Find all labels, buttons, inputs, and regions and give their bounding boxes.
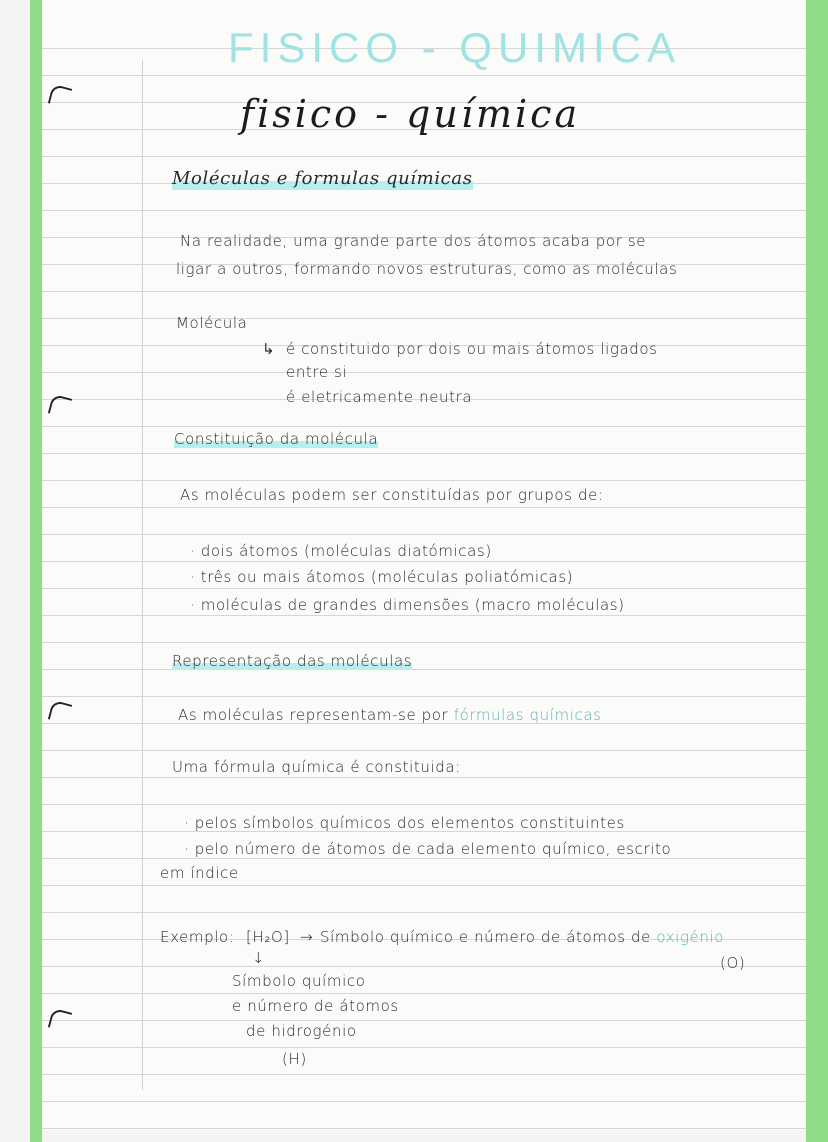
- list-item: · três ou mais átomos (moléculas poliatómicas): [190, 568, 574, 586]
- list-item-cont: em índice: [160, 864, 239, 882]
- representacao-text-main: As moléculas representam-se por: [178, 706, 449, 724]
- list-item: · pelo número de átomos de cada elemento químico, escrito: [184, 840, 672, 858]
- section-heading: Moléculas e formulas químicas: [172, 168, 473, 189]
- exemplo-below: e número de átomos: [232, 997, 399, 1015]
- margin-line: [142, 60, 143, 1090]
- molecula-item: é constituido por dois ou mais átomos ligados: [286, 340, 658, 358]
- paragraph-line: ligar a outros, formando novos estruturas, como as moléculas: [176, 260, 678, 278]
- molecula-item: é eletricamente neutra: [286, 388, 473, 406]
- list-item: · pelos símbolos químicos dos elementos constituintes: [184, 814, 625, 832]
- representacao-highlight: fórmulas químicas: [453, 706, 602, 724]
- exemplo-below: Símbolo químico: [232, 972, 366, 990]
- green-edge-right: [806, 0, 828, 1142]
- molecula-item: entre si: [286, 363, 348, 381]
- exemplo-formula: [H₂O]: [246, 928, 290, 946]
- page-title: fisico - química: [240, 92, 581, 136]
- arrow-down-icon: ↓: [252, 949, 266, 967]
- exemplo-right: [320, 928, 724, 946]
- constituicao-intro: As moléculas podem ser constituídas por grupos de:: [180, 486, 604, 504]
- representacao-text: [178, 706, 602, 724]
- title-shadow: FISICO - QUIMICA: [228, 24, 681, 71]
- formula-intro: Uma fórmula química é constituida:: [172, 758, 461, 776]
- molecula-heading: Molécula: [176, 314, 248, 332]
- exemplo-label: Exemplo:: [160, 928, 235, 946]
- list-item: · dois átomos (moléculas diatómicas): [190, 542, 492, 560]
- exemplo-oxygen: oxigénio: [656, 928, 725, 946]
- exemplo-right-text: Símbolo químico e número de átomos de: [320, 928, 652, 946]
- green-edge-left: [30, 0, 42, 1142]
- exemplo-symbol-o: (O): [720, 954, 746, 972]
- arrow-icon: ↳: [262, 340, 276, 358]
- exemplo-below: de hidrogénio: [246, 1022, 357, 1040]
- list-item: · moléculas de grandes dimensões (macro moléculas): [190, 596, 625, 614]
- constituicao-heading: Constituição da molécula: [174, 430, 379, 448]
- exemplo-below: (H): [282, 1050, 307, 1068]
- paragraph-line: Na realidade, uma grande parte dos átomos acaba por se: [180, 232, 647, 250]
- representacao-heading: Representação das moléculas: [172, 652, 413, 670]
- arrow-right-icon: →: [300, 928, 314, 946]
